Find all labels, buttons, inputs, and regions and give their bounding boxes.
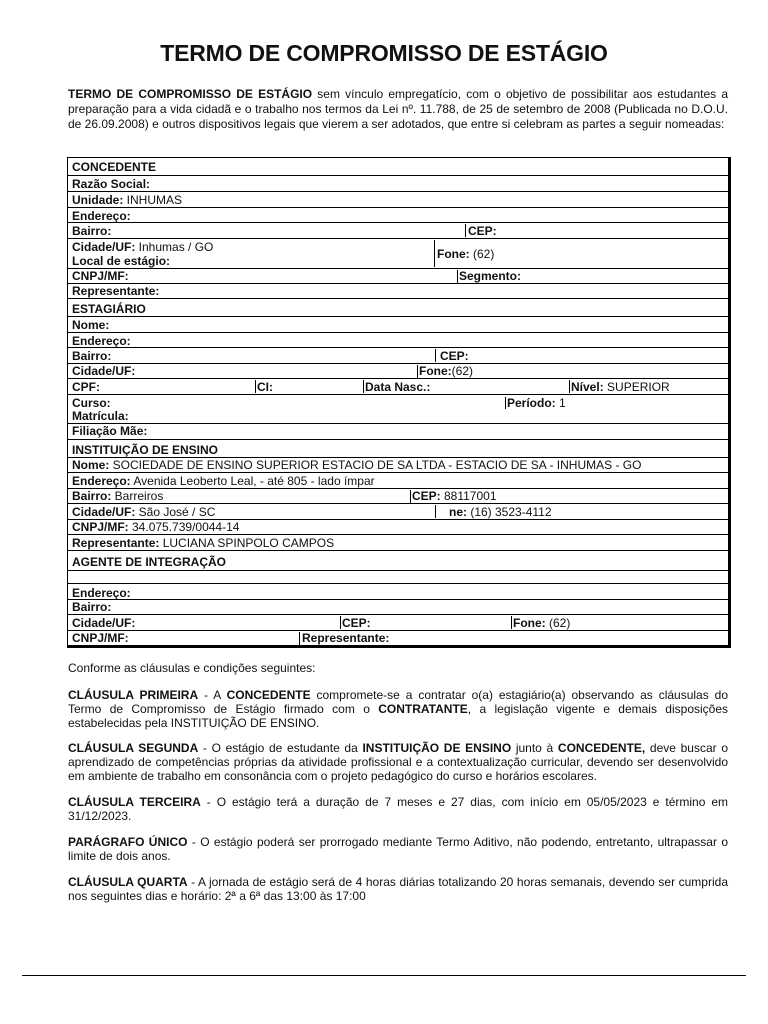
- agente-fone-label: Fone:: [513, 616, 546, 630]
- agente-bairro-label: Bairro:: [72, 600, 112, 614]
- instituicao-fone-field: [449, 505, 552, 519]
- divider: [465, 224, 466, 237]
- curso-label: Curso:: [72, 396, 111, 410]
- agente-cnpj-row: [68, 631, 729, 646]
- document-title: TERMO DE COMPROMISSO DE ESTÁGIO: [160, 40, 608, 66]
- estagiario-endereco-label: Endereço:: [72, 334, 131, 348]
- instituicao-representante-label: Representante:: [72, 536, 160, 550]
- divider: [410, 490, 411, 503]
- estagiario-heading: ESTAGIÁRIO: [72, 302, 146, 316]
- instituicao-cidade-field: [72, 505, 215, 519]
- filiacao-row: [68, 424, 729, 440]
- unidade-field: [72, 193, 182, 207]
- clausula-terceira-text: - O estágio terá a duração de 7 meses e 27 dias, com início em 05/05/2023 e término em 31/12/2023.: [68, 795, 728, 823]
- agente-endereco-label: Endereço:: [72, 586, 131, 600]
- concedente-endereco-row: [68, 208, 729, 223]
- instituicao-nome-field: [72, 458, 641, 472]
- divider: [434, 240, 435, 267]
- divider: [435, 349, 436, 362]
- divider: [255, 380, 256, 393]
- concedente-endereco-label: Endereço:: [72, 209, 131, 223]
- instituicao-nome-label: Nome:: [72, 458, 110, 472]
- paragrafo-unico: [68, 835, 728, 863]
- divider: [569, 380, 570, 393]
- agente-blank-row: [68, 571, 729, 584]
- clausula-quarta-title: CLÁUSULA QUARTA: [68, 875, 188, 889]
- instituicao-representante-row: [68, 535, 729, 551]
- instituicao-endereco-value: Avenida Leoberto Leal, - até 805 - lado ímpar: [130, 474, 375, 488]
- clausula-segunda-text-2: junto à: [511, 741, 558, 755]
- periodo-value: 1: [555, 396, 566, 410]
- instituicao-nome-value: SOCIEDADE DE ENSINO SUPERIOR ESTACIO DE SA LTDA - ESTACIO DE SA - INHUMAS - GO: [109, 458, 642, 472]
- agente-cidade-label: Cidade/UF:: [72, 616, 136, 630]
- concedente-heading: CONCEDENTE: [72, 160, 157, 174]
- estagiario-fone-value: (62): [451, 364, 474, 378]
- bottom-rule: [22, 975, 746, 976]
- concedente-cidade-row: [68, 239, 729, 269]
- matricula-label: Matrícula:: [72, 409, 129, 423]
- instituicao-representante-field: [72, 536, 334, 550]
- instituicao-cidade-row: [68, 504, 729, 520]
- estagiario-bairro-label: Bairro:: [72, 349, 112, 363]
- unidade-value: INHUMAS: [123, 193, 183, 207]
- estagiario-bairro-row: [68, 348, 729, 364]
- instituicao-cnpj-label: CNPJ/MF:: [72, 520, 129, 534]
- clausula-primeira-text-1: - A: [198, 688, 227, 702]
- concedente-cidade-field: [72, 240, 213, 254]
- intro-paragraph: [68, 87, 728, 132]
- instituicao-cnpj-field: [72, 520, 239, 534]
- concedente-cidade-value: Inhumas / GO: [135, 240, 214, 254]
- agente-representante-label: Representante:: [302, 631, 390, 645]
- clausula-segunda-text-3: deve buscar o aprendizado de competências próprias da atividade profissional e a contextualização curricular, devendo ser desenvolvido em ambiente de trabalho em consonância com o projeto pedagógico do curso e horários escolares.: [68, 741, 729, 783]
- clausula-terceira-title: CLÁUSULA TERCEIRA: [68, 795, 201, 809]
- concedente-fone-label: Fone:: [437, 247, 470, 261]
- concedente-representante-row: [68, 284, 729, 299]
- clausula-terceira: [68, 795, 728, 823]
- instituicao-cidade-value: São José / SC: [135, 505, 216, 519]
- divider: [457, 270, 458, 283]
- clausula-segunda: [68, 741, 728, 783]
- segmento-label: Segmento:: [459, 269, 522, 283]
- nivel-label: Nível:: [571, 380, 604, 394]
- estagiario-cep-label: CEP:: [440, 349, 469, 363]
- razao-social-row: [68, 176, 729, 192]
- ci-label: CI:: [257, 380, 273, 394]
- clausula-segunda-bold-1: INSTITUIÇÃO DE ENSINO: [362, 741, 512, 755]
- estagiario-endereco-row: [68, 333, 729, 348]
- concedente-cidade-label: Cidade/UF:: [72, 240, 136, 254]
- estagiario-nome-row: [68, 317, 729, 333]
- agente-heading-row: [68, 551, 729, 571]
- agente-cnpj-label: CNPJ/MF:: [72, 631, 129, 645]
- estagiario-cidade-label: Cidade/UF:: [72, 364, 136, 378]
- clausula-segunda-bold-2: CONCEDENTE,: [557, 741, 646, 755]
- agente-endereco-row: [68, 584, 729, 600]
- instituicao-representante-value: LUCIANA SPINPOLO CAMPOS: [159, 536, 335, 550]
- divider: [435, 505, 436, 518]
- concedente-cep-label: CEP:: [468, 224, 497, 238]
- concedente-heading-row: [68, 158, 729, 176]
- instituicao-fone-value: (16) 3523-4112: [467, 505, 552, 519]
- estagiario-nome-label: Nome:: [72, 318, 110, 332]
- divider: [511, 616, 512, 629]
- instituicao-heading: INSTITUIÇÃO DE ENSINO: [72, 443, 219, 457]
- instituicao-bairro-row: [68, 489, 729, 504]
- concedente-bairro-label: Bairro:: [72, 224, 112, 238]
- form-table: [67, 157, 731, 648]
- instituicao-cep-value: 88117001: [440, 489, 497, 503]
- concedente-bairro-row: [68, 223, 729, 239]
- periodo-field: [507, 396, 566, 410]
- instituicao-bairro-field: [72, 489, 163, 503]
- concedente-representante-label: Representante:: [72, 284, 160, 298]
- instituicao-cep-field: [412, 489, 497, 503]
- instituicao-bairro-label: Bairro:: [72, 489, 112, 503]
- clausula-quarta-text: - A jornada de estágio será de 4 horas diárias totalizando 20 horas semanais, devendo ser cumprida nos seguintes dias e horário: 2ª a 6ª das 13:00 às 17:00: [68, 875, 728, 903]
- nivel-value: SUPERIOR: [603, 380, 670, 394]
- estagiario-curso-row: [68, 395, 729, 424]
- concedente-cnpj-row: [68, 269, 729, 284]
- agente-fone-value: (62): [545, 616, 571, 630]
- periodo-label: Período:: [507, 396, 556, 410]
- agente-heading: AGENTE DE INTEGRAÇÃO: [72, 555, 227, 569]
- concedente-cnpj-label: CNPJ/MF:: [72, 269, 129, 283]
- instituicao-cnpj-value: 34.075.739/0044-14: [128, 520, 240, 534]
- clausula-primeira: [68, 688, 728, 730]
- clausula-primeira-text-2: compromete-se a contratar o(a) estagiário(a) observando as cláusulas do Termo de Compromisso de Estágio firmado com o: [68, 688, 728, 716]
- clausula-primeira-bold-1: CONCEDENTE: [226, 688, 311, 702]
- estagiario-cidade-row: [68, 364, 729, 379]
- intro-text: sem vínculo empregatício, com o objetivo de possibilitar aos estudantes a preparação para a vida cidadã e o trabalho nos termos da Lei nº. 11.788, de 25 de setembro de 2008 (Publicada no D.O.U. de 26.09.2008) e outros dispositivos legais que vierem a ser adotados, que entre si celebram as partes a seguir nomeadas:: [68, 87, 728, 131]
- unidade-label: Unidade:: [72, 193, 124, 207]
- filiacao-label: Filiação Mãe:: [72, 424, 148, 438]
- estagiario-heading-row: [68, 299, 729, 317]
- instituicao-cep-label: CEP:: [412, 489, 441, 503]
- agente-fone-field: [513, 616, 570, 630]
- clausula-quarta: [68, 875, 728, 903]
- cpf-label: CPF:: [72, 380, 100, 394]
- instituicao-fone-label: ne:: [449, 505, 467, 519]
- razao-social-label: Razão Social:: [72, 177, 151, 191]
- estagiario-fone-field: [419, 364, 473, 378]
- agente-bairro-row: [68, 600, 729, 615]
- clausula-primeira-title: CLÁUSULA PRIMEIRA: [68, 688, 199, 702]
- paragrafo-unico-title: PARÁGRAFO ÚNICO: [68, 835, 188, 849]
- clausula-segunda-text-1: - O estágio de estudante da: [198, 741, 363, 755]
- clausula-segunda-title: CLÁUSULA SEGUNDA: [68, 741, 199, 755]
- divider: [417, 365, 418, 378]
- clausula-primeira-text-3: , a legislação vigente e demais disposições estabelecidas pela INSTITUIÇÃO DE ENSINO.: [68, 702, 729, 730]
- estagiario-docs-row: [68, 379, 729, 395]
- intro-bold: TERMO DE COMPROMISSO DE ESTÁGIO: [68, 87, 313, 101]
- concedente-fone-field: [437, 247, 494, 261]
- instituicao-endereco-label: Endereço:: [72, 474, 131, 488]
- local-estagio-label: Local de estágio:: [72, 254, 171, 268]
- instituicao-cnpj-row: [68, 520, 729, 535]
- instituicao-endereco-row: [68, 473, 729, 489]
- concedente-fone-value: (62): [469, 247, 495, 261]
- data-nasc-label: Data Nasc.:: [365, 380, 431, 394]
- divider: [363, 380, 364, 393]
- conforme-text: Conforme as cláusulas e condições seguintes:: [68, 661, 316, 675]
- divider: [505, 397, 506, 409]
- instituicao-nome-row: [68, 458, 729, 473]
- divider: [299, 632, 300, 645]
- unidade-row: [68, 192, 729, 208]
- instituicao-cidade-label: Cidade/UF:: [72, 505, 136, 519]
- estagiario-fone-label: Fone:: [419, 364, 452, 378]
- instituicao-endereco-field: [72, 474, 375, 488]
- instituicao-heading-row: [68, 440, 729, 458]
- agente-cidade-row: [68, 615, 729, 631]
- nivel-field: [571, 380, 670, 394]
- clausula-primeira-bold-2: CONTRATANTE: [378, 702, 468, 716]
- agente-cep-label: CEP:: [342, 616, 371, 630]
- divider: [340, 616, 341, 629]
- instituicao-bairro-value: Barreiros: [111, 489, 164, 503]
- paragrafo-unico-text: - O estágio poderá ser prorrogado mediante Termo Aditivo, não podendo, entretanto, ultrapassar o limite de dois anos.: [68, 835, 728, 863]
